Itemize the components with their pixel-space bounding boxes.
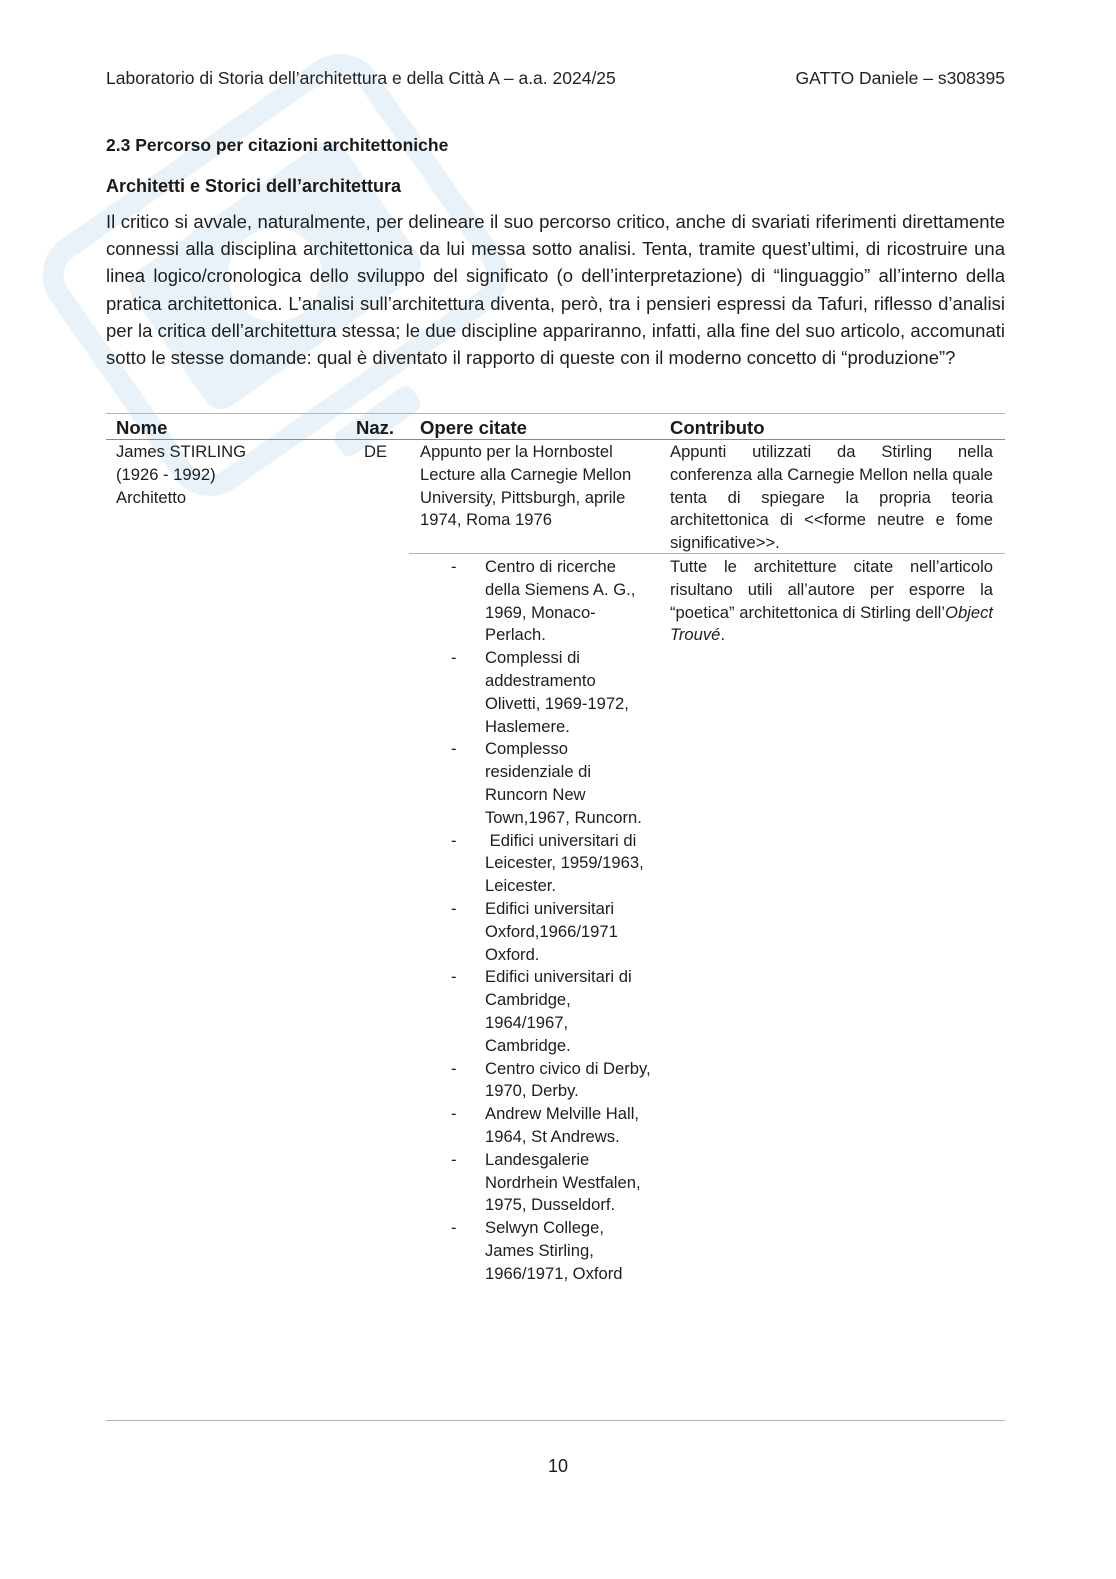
contribution-works-end: . [720, 625, 726, 645]
work-title: Landesgalerie Nordrhein Westfalen, 1975, Dusseldorf. [485, 1149, 646, 1215]
bullet-dash: - [451, 1218, 457, 1238]
section-subtitle: Architetti e Storici dell’architettura [106, 176, 402, 196]
work-title: Edifici universitari di Leicester, 1959/1963, Leicester. [485, 830, 649, 896]
work-list-item [408, 1103, 654, 1149]
nationality: DE [364, 442, 388, 461]
contribution-works-italic: Object Trouvé [670, 602, 993, 645]
work-title: Complessi di addestramento Olivetti, 1969-1972, Haslemere. [485, 648, 634, 736]
work-title: Centro di ricerche della Siemens A. G., 1969, Monaco-Perlach. [485, 557, 640, 645]
header-naz: Naz. [356, 417, 395, 438]
header-opere: Opere citate [420, 417, 527, 438]
work-list-item [408, 898, 654, 966]
bullet-dash: - [451, 1058, 457, 1078]
bullet-dash: - [451, 830, 457, 850]
header-course: Laboratorio di Storia dell’architettura e della Città A – a.a. 2024/25 [106, 68, 616, 88]
work-lecture: Appunto per la Hornbostel Lecture alla Carnegie Mellon University, Pittsburgh, aprile 1974, Roma 1976 [420, 442, 632, 530]
header-author: GATTO Daniele – s308395 [795, 68, 1005, 88]
bullet-dash: - [451, 1104, 457, 1124]
work-title: Selwyn College, James Stirling, 1966/1971, Oxford [485, 1218, 623, 1283]
architect-role: Architetto [116, 487, 187, 507]
work-list-item [408, 966, 654, 1057]
table-top-rule [106, 413, 1005, 414]
bullet-dash: - [451, 648, 457, 668]
work-title: Edifici universitari di Cambridge, 1964/1967, Cambridge. [485, 967, 637, 1055]
work-title: Complesso residenziale di Runcorn New Town,1967, Runcorn. [485, 739, 642, 827]
footer-rule [106, 1420, 1005, 1421]
bullet-dash: - [451, 967, 457, 987]
header-contributo: Contributo [670, 417, 765, 438]
architect-years: (1926 - 1992) [116, 464, 216, 484]
work-list-item [408, 556, 654, 647]
work-title: Edifici universitari Oxford,1966/1971 Oxford. [485, 898, 623, 964]
work-list-item [408, 1058, 654, 1104]
intro-paragraph: Il critico si avvale, naturalmente, per delineare il suo percorso critico, anche di svariati riferimenti direttamente connessi alla disciplina architettonica da lui messa sotto analisi. Tenta, tramite quest’ultimi, di ricostruire una linea logico/cronologica dello sviluppo del significato (o dell’interpretazione) di “linguaggio” all’interno della pratica architettonica. L’analisi sull’architettura diventa, però, tra i pensieri espressi da Tafuri, riflesso d’analisi per la critica dell’architettura stessa; le due discipline appariranno, infatti, alla fine del suo articolo, accomunati sotto le stesse domande: qual è diventato il rapporto di queste con il moderno concetto di “produzione”? [106, 211, 1005, 369]
works-list [408, 556, 654, 1286]
contribution-works [670, 556, 993, 647]
work-list-item [408, 647, 654, 738]
bullet-dash: - [451, 1149, 457, 1169]
architect-cell [116, 441, 346, 509]
bullet-dash: - [451, 898, 457, 918]
section-title: 2.3 Percorso per citazioni architettoniche [106, 135, 449, 155]
work-title: Centro civico di Derby, 1970, Derby. [485, 1058, 656, 1101]
contribution-works-text: Tutte le architetture citate nell’articolo risultano utili all’autore per esporre la “poetica” architettonica di Stirling dell’ [670, 557, 993, 622]
table-header-rule [106, 439, 1005, 440]
architect-name: James STIRLING [116, 442, 247, 461]
work-title: Andrew Melville Hall, 1964, St Andrews. [485, 1104, 644, 1146]
contribution-lecture: Appunti utilizzati da Stirling nella conferenza alla Carnegie Mellon nella quale tenta di spiegare la propria teoria architettonica di <<forme neutre e fome significative>>. [670, 442, 993, 553]
header-nome: Nome [116, 417, 168, 438]
work-list-item [408, 830, 654, 898]
bullet-dash: - [451, 739, 457, 759]
work-list-item [408, 1217, 654, 1285]
page-number: 10 [547, 1456, 569, 1476]
bullet-dash: - [451, 557, 457, 576]
work-list-item [408, 1149, 654, 1217]
works-list-cell [408, 556, 654, 1286]
work-list-item [408, 738, 654, 829]
